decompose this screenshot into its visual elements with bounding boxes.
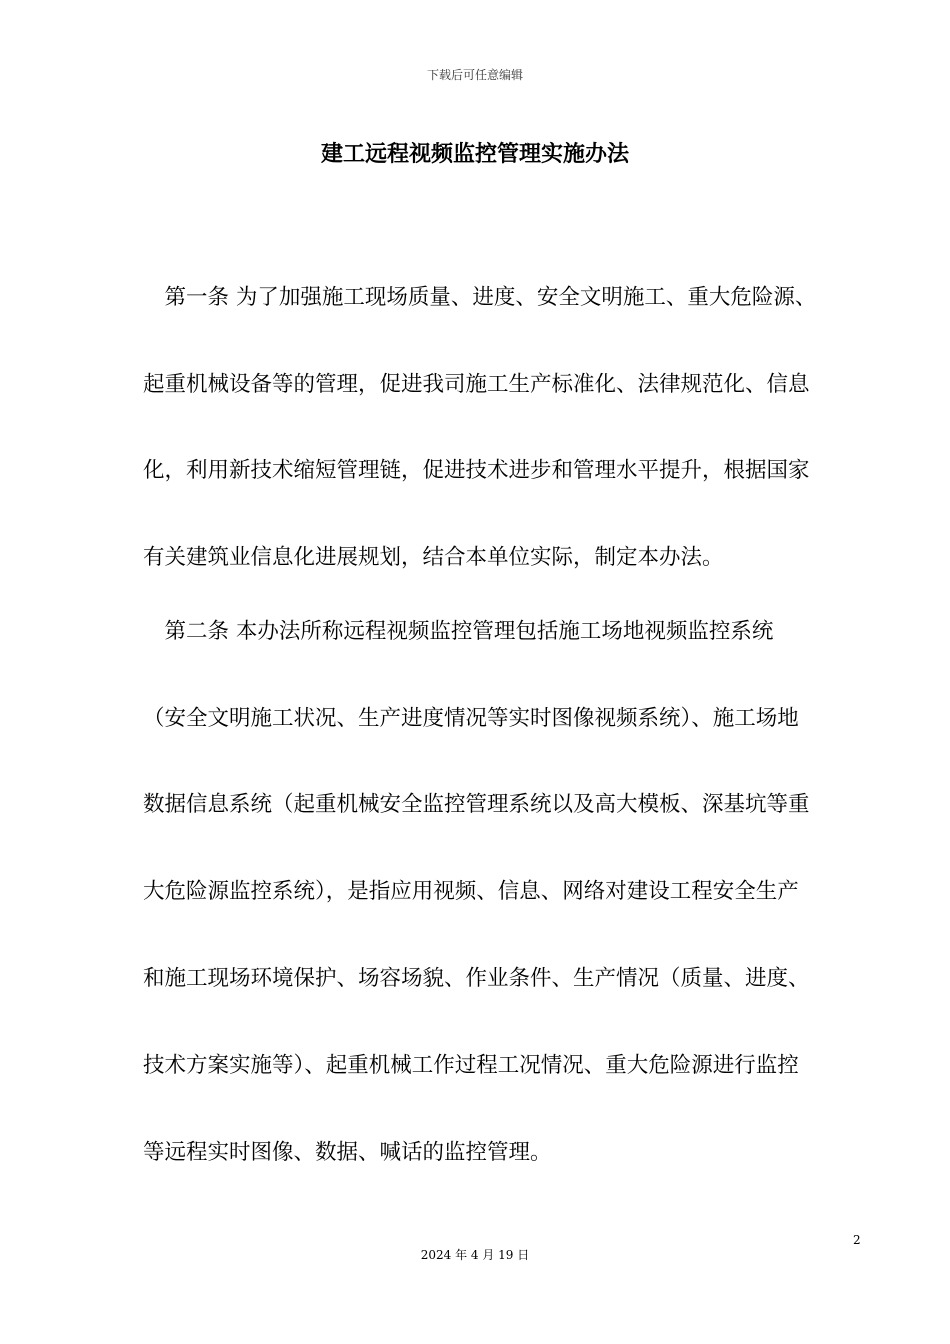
article-2-line: 大危险源监控系统），是指应用视频、信息、网络对建设工程安全生产: [143, 879, 799, 904]
footer-date: 2024 年 4 月 19 日: [420, 1248, 530, 1262]
article-1-line: 化，利用新技术缩短管理链，促进技术进步和管理水平提升，根据国家: [143, 458, 810, 483]
header-note: 下载后可任意编辑: [426, 68, 523, 82]
article-2-line: 第二条 本办法所称远程视频监控管理包括施工场地视频监控系统: [143, 619, 774, 644]
article-1-line: 有关建筑业信息化进展规划，结合本单位实际，制定本办法。: [143, 545, 724, 570]
article-2-line: 数据信息系统（起重机械安全监控管理系统以及高大模板、深基坑等重: [143, 792, 810, 817]
article-2-line: 等远程实时图像、数据、喊话的监控管理。: [143, 1140, 552, 1165]
article-2-line: （安全文明施工状况、生产进度情况等实时图像视频系统）、施工场地: [143, 706, 799, 731]
article-2-line: 技术方案实施等）、起重机械工作过程工况情况、重大危险源进行监控: [143, 1053, 799, 1078]
article-2-line: 和施工现场环境保护、场容场貌、作业条件、生产情况（质量、进度、: [143, 966, 810, 991]
article-1-line: 第一条 为了加强施工现场质量、进度、安全文明施工、重大危险源、: [143, 285, 817, 310]
article-1-line: 起重机械设备等的管理，促进我司施工生产标准化、法律规范化、信息: [143, 372, 810, 397]
document-title: 建工远程视频监控管理实施办法: [320, 142, 629, 167]
page-number: 2: [853, 1233, 861, 1247]
